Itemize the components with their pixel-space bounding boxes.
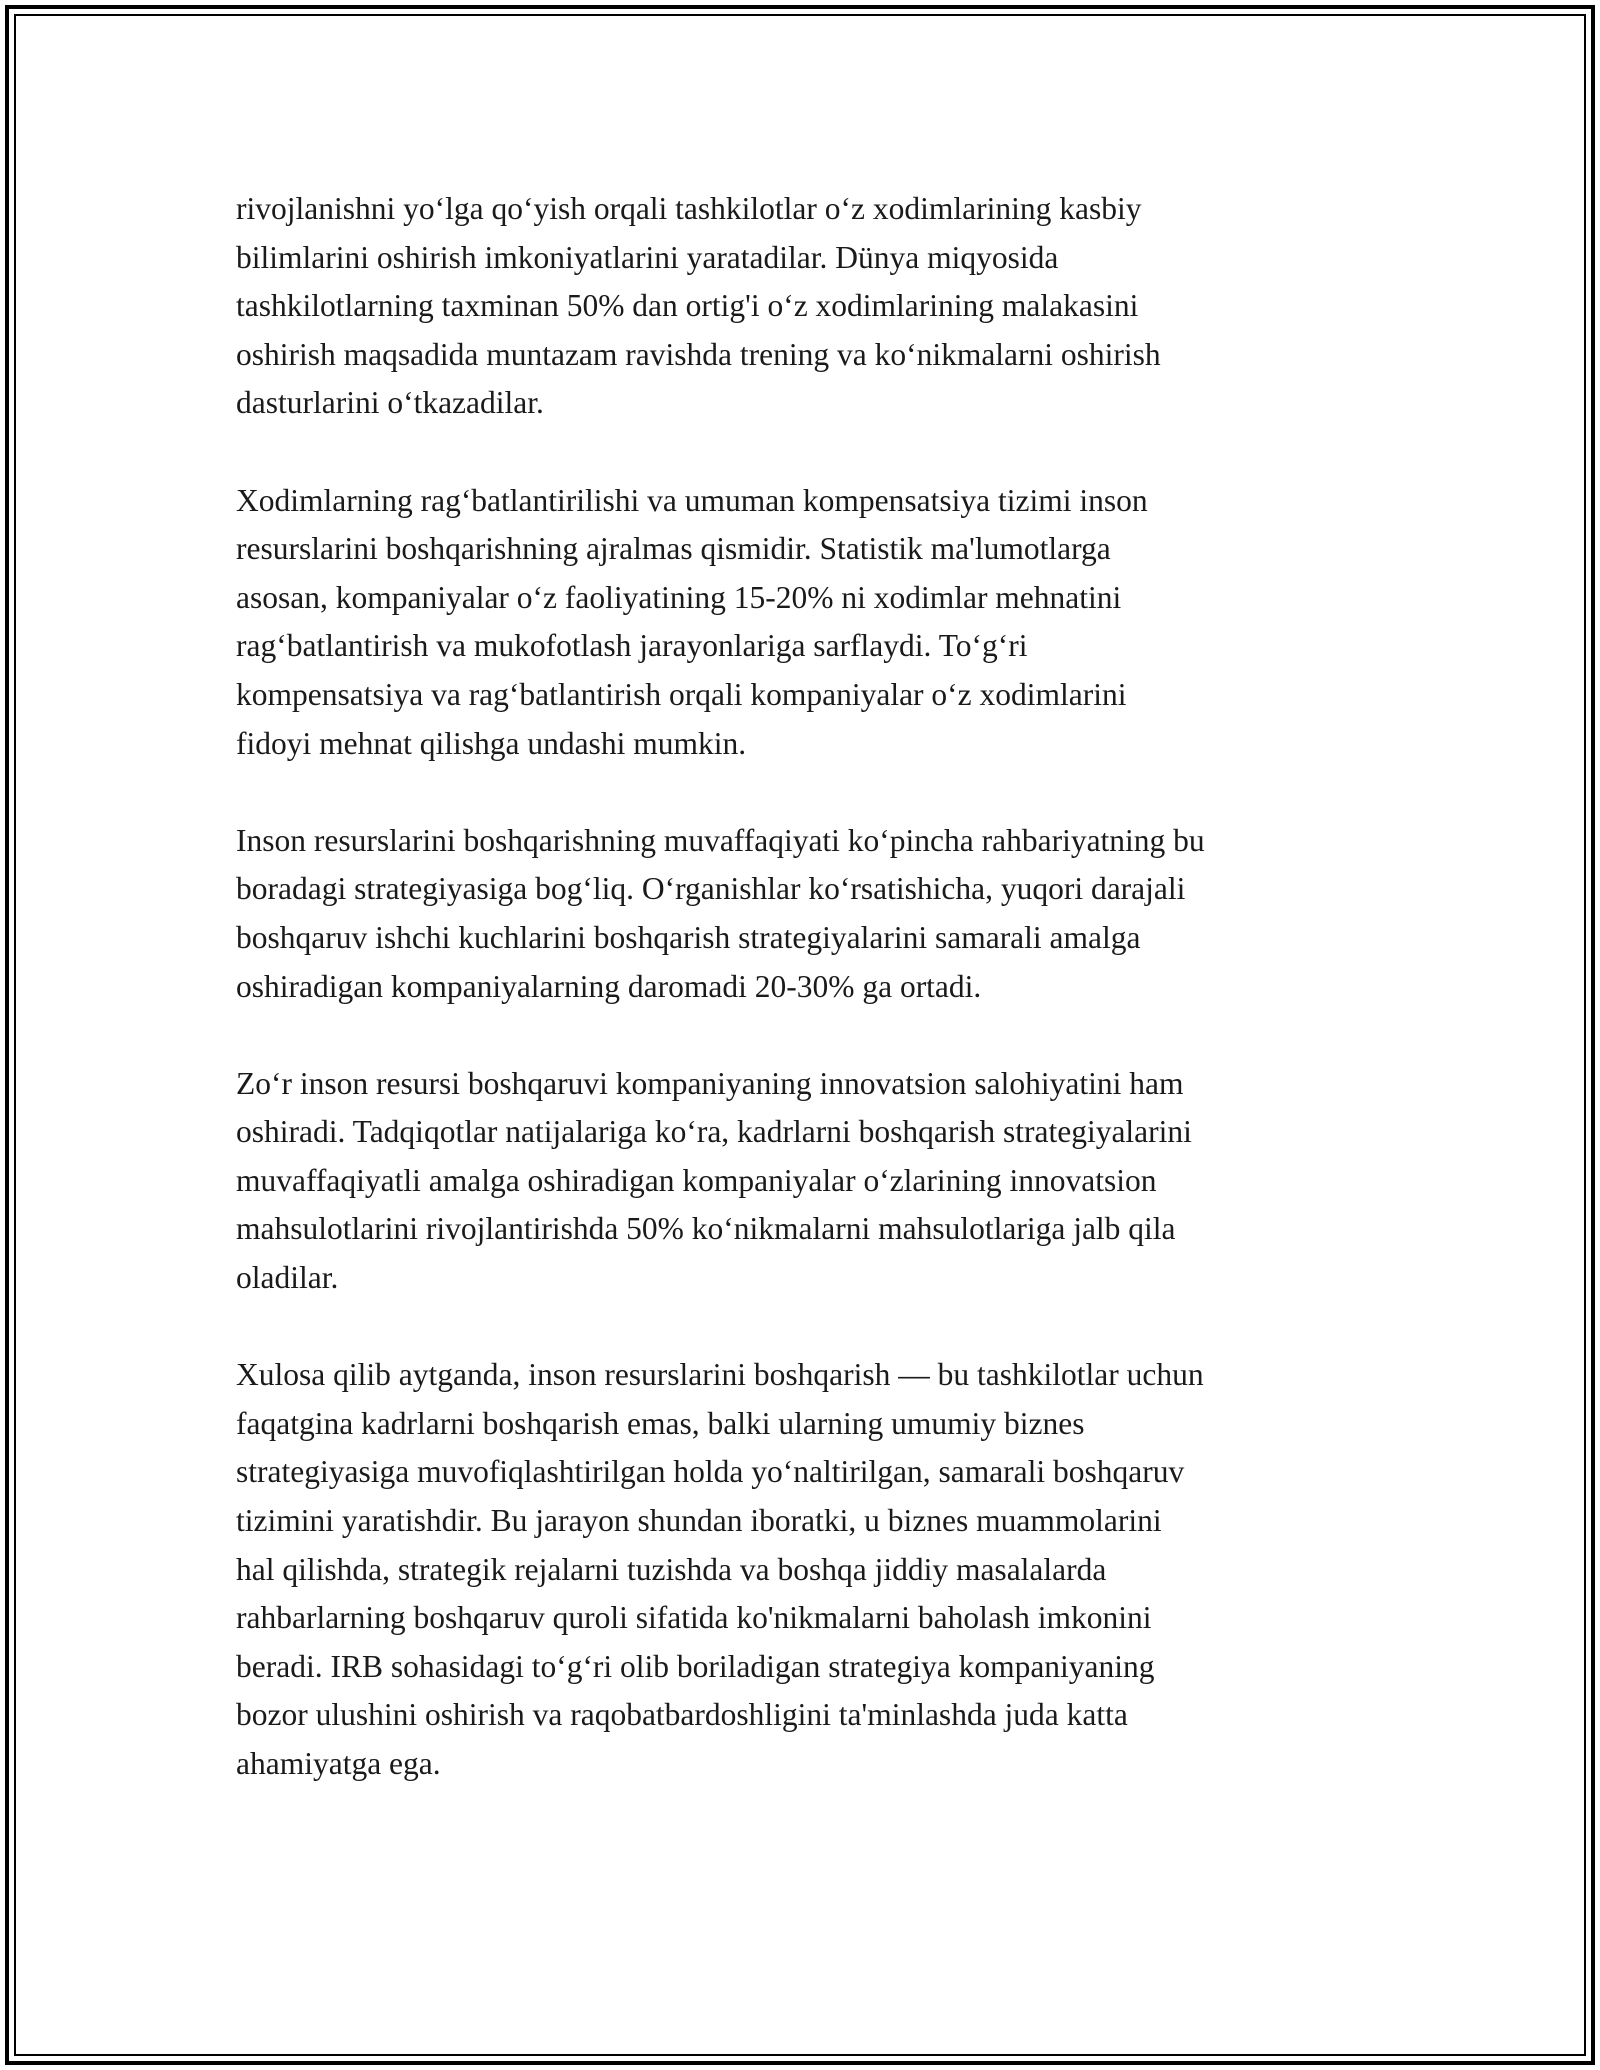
text-line: bilimlarini oshirish imkoniyatlarini yaratadilar. Dünya miqyosida bbox=[236, 239, 1059, 275]
text-line: resurslarini boshqarishning ajralmas qismidir. Statistik ma'lumotlarga bbox=[236, 531, 1111, 567]
text-line: hal qilishda, strategik rejalarni tuzishda va boshqa jiddiy masalalarda bbox=[236, 1551, 1107, 1587]
text-line: oshiradigan kompaniyalarning daromadi 20-30% ga ortadi. bbox=[236, 968, 982, 1004]
paragraph-3 bbox=[236, 817, 1386, 1011]
paragraph-1 bbox=[236, 185, 1386, 428]
text-line: bozor ulushini oshirish va raqobatbardoshligini ta'minlashda juda katta bbox=[236, 1697, 1128, 1733]
text-line: Inson resurslarini boshqarishning muvaffaqiyati ko‘pincha rahbariyatning bu bbox=[236, 822, 1205, 858]
text-line: Zo‘r inson resursi boshqaruvi kompaniyaning innovatsion salohiyatini ham bbox=[236, 1065, 1184, 1101]
paragraph-5 bbox=[236, 1351, 1386, 1788]
text-line: oshiradi. Tadqiqotlar natijalariga ko‘ra, kadrlarni boshqarish strategiyalarini bbox=[236, 1114, 1192, 1150]
text-line: kompensatsiya va rag‘batlantirish orqali kompaniyalar o‘z xodimlarini bbox=[236, 676, 1127, 712]
text-line: tizimini yaratishdir. Bu jarayon shundan iboratki, u biznes muammolarini bbox=[236, 1503, 1162, 1539]
text-line: muvaffaqiyatli amalga oshiradigan kompaniyalar o‘zlarining innovatsion bbox=[236, 1162, 1157, 1198]
text-line: Xodimlarning rag‘batlantirilishi va umuman kompensatsiya tizimi inson bbox=[236, 482, 1148, 518]
text-line: oshirish maqsadida muntazam ravishda trening va ko‘nikmalarni oshirish bbox=[236, 336, 1161, 372]
document-body bbox=[236, 185, 1386, 1837]
text-line: faqatgina kadrlarni boshqarish emas, balki ularning umumiy biznes bbox=[236, 1405, 1085, 1441]
text-line: strategiyasiga muvofiqlashtirilgan holda yo‘naltirilgan, samarali boshqaruv bbox=[236, 1454, 1185, 1490]
text-line: boradagi strategiyasiga bog‘liq. O‘rganishlar ko‘rsatishicha, yuqori darajali bbox=[236, 871, 1186, 907]
paragraph-4 bbox=[236, 1060, 1386, 1303]
text-line: fidoyi mehnat qilishga undashi mumkin. bbox=[236, 725, 747, 761]
text-line: rahbarlarning boshqaruv quroli sifatida ko'nikmalarni baholash imkonini bbox=[236, 1600, 1152, 1636]
paragraph-2 bbox=[236, 477, 1386, 769]
text-line: beradi. IRB sohasidagi to‘g‘ri olib boriladigan strategiya kompaniyaning bbox=[236, 1648, 1155, 1684]
text-line: oladilar. bbox=[236, 1260, 339, 1296]
text-line: boshqaruv ishchi kuchlarini boshqarish strategiyalarini samarali amalga bbox=[236, 919, 1141, 955]
text-line: tashkilotlarning taxminan 50% dan ortig'i o‘z xodimlarining malakasini bbox=[236, 288, 1139, 324]
text-line: Xulosa qilib aytganda, inson resurslarini boshqarish — bu tashkilotlar uchun bbox=[236, 1357, 1204, 1393]
text-line: rag‘batlantirish va mukofotlash jarayonlariga sarflaydi. To‘g‘ri bbox=[236, 628, 1028, 664]
text-line: ahamiyatga ega. bbox=[236, 1746, 441, 1781]
text-line: rivojlanishni yo‘lga qo‘yish orqali tashkilotlar o‘z xodimlarining kasbiy bbox=[236, 191, 1142, 226]
text-line: mahsulotlarini rivojlantirishda 50% ko‘nikmalarni mahsulotlariga jalb qila bbox=[236, 1211, 1176, 1247]
text-line: dasturlarini o‘tkazadilar. bbox=[236, 385, 544, 421]
text-line: asosan, kompaniyalar o‘z faoliyatining 15-20% ni xodimlar mehnatini bbox=[236, 579, 1122, 615]
